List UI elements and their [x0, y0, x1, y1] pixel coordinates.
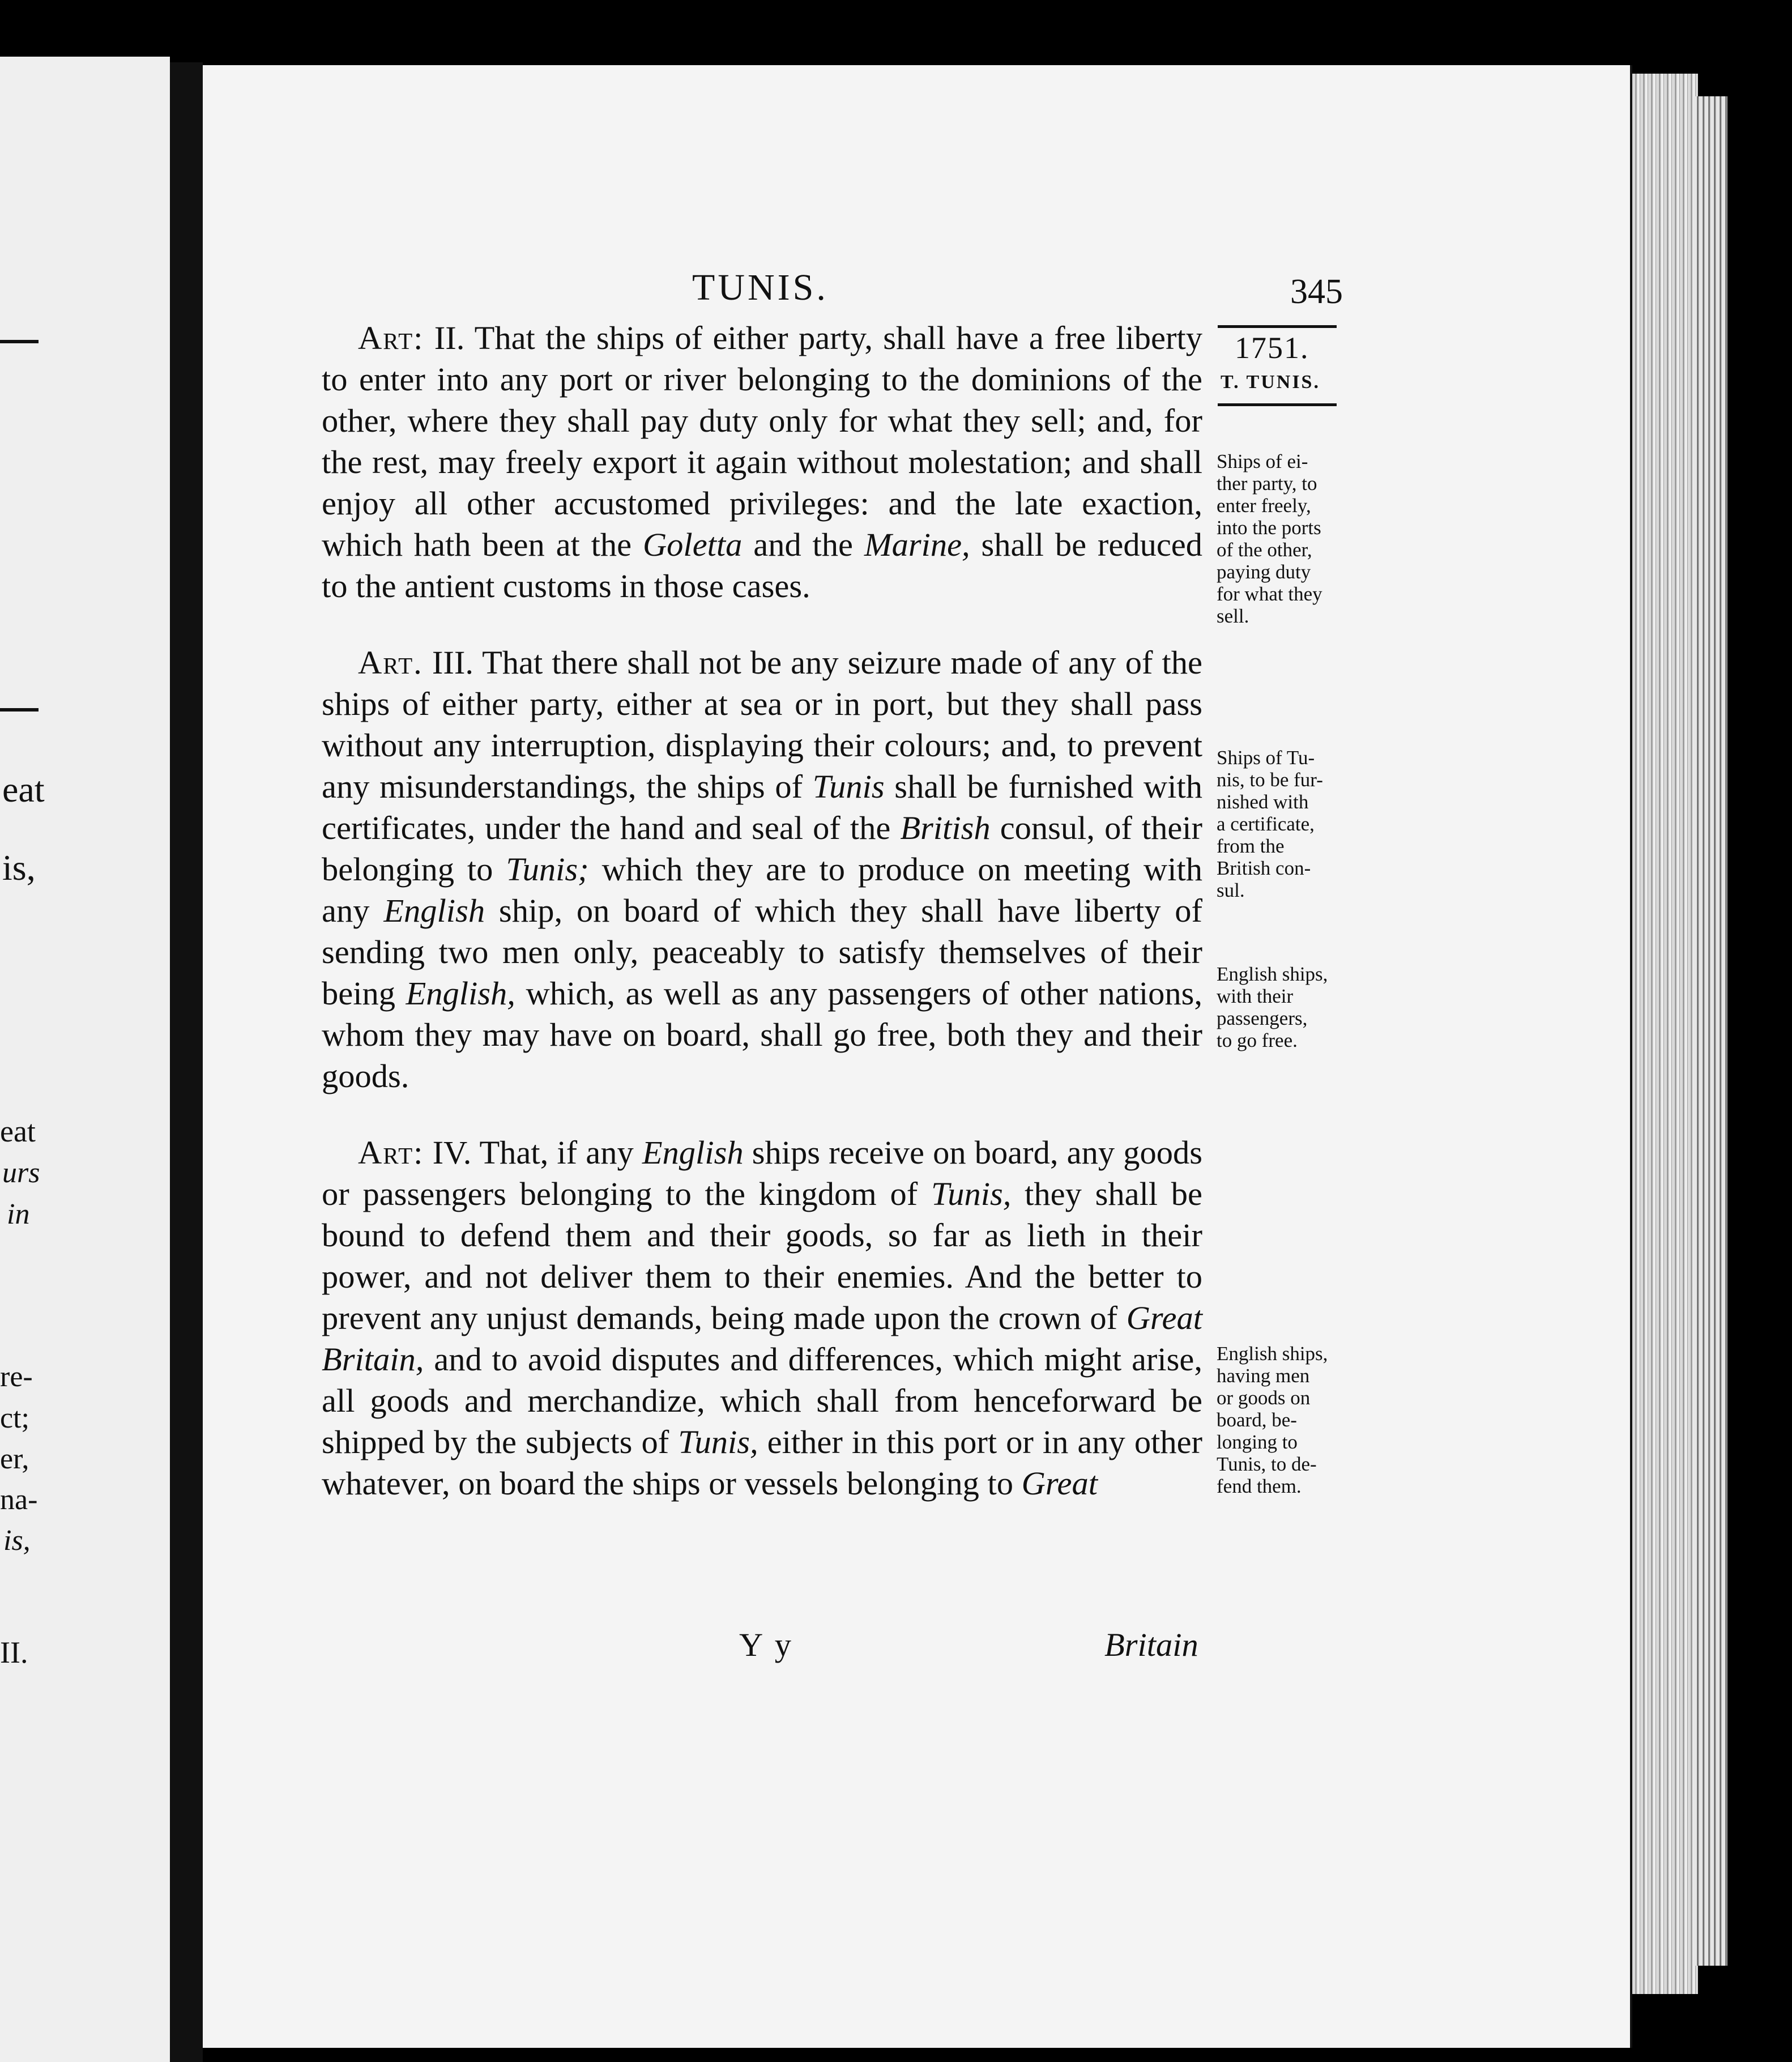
article-text: which, as well as any passengers of other nations, whom they may have on board, shall go free, both they and their goods.: [322, 975, 1203, 1094]
italic-term: Great Britain,: [322, 1300, 1202, 1378]
note-line: sul.: [1217, 879, 1245, 901]
page-body: [322, 317, 1202, 1504]
left-fragment: in: [7, 1198, 30, 1230]
note-line: British con-: [1217, 857, 1311, 879]
article-text: ship, on board of which they shall have liberty of sending two men only, peaceably to satisfy themselves of their being: [322, 892, 1203, 1012]
marginal-note: [1217, 747, 1347, 901]
note-line: Ships of ei-: [1217, 450, 1308, 472]
left-fragment: II.: [0, 1635, 28, 1669]
note-line: fend them.: [1217, 1475, 1302, 1497]
note-line: passengers,: [1217, 1007, 1308, 1029]
margin-rule-bottom: [1218, 403, 1337, 406]
page-fore-edge: [1624, 74, 1698, 1994]
article-2: [322, 317, 1202, 607]
note-line: nis, to be fur-: [1217, 769, 1323, 791]
article-text: That, if any: [479, 1134, 634, 1171]
left-fragment: is,: [3, 1524, 31, 1557]
left-fragment: urs: [2, 1157, 40, 1189]
article-text: they shall be bound to defend them and their goods, so far as lieth in their power, and not deliver them to their enemies. And the better to prevent any unjust demands, being made upon the crown of: [322, 1175, 1203, 1336]
note-line: with their: [1217, 985, 1294, 1007]
note-line: Ships of Tu-: [1217, 747, 1315, 769]
article-text: shall be reduced to the antient customs in those cases.: [322, 526, 1202, 604]
note-line: for what they: [1217, 583, 1322, 605]
note-line: Tunis, to de-: [1217, 1453, 1317, 1475]
left-fragment: eat: [0, 1114, 36, 1148]
note-line: or goods on: [1217, 1387, 1311, 1409]
left-fragment: ct;: [0, 1402, 29, 1434]
left-fragment: is,: [2, 847, 36, 888]
note-line: nished with: [1217, 791, 1309, 813]
note-line: from the: [1217, 835, 1285, 857]
italic-term: Great: [1021, 1465, 1098, 1502]
italic-term: English,: [406, 975, 515, 1012]
article-label: Art:: [358, 1134, 424, 1171]
note-line: English ships,: [1217, 1343, 1328, 1365]
article-number: IV.: [432, 1134, 472, 1171]
article-text: and the: [753, 526, 854, 563]
margin-year-subtitle: T. TUNIS.: [1221, 372, 1320, 393]
article-text: That the ships of either party, shall have a free liberty to enter into any port or river belonging to the dominions of the other, where they shall pay duty only for what they sell; and, for the rest, may freely export it again without molestation; and shall enjoy all other accustomed privileges: and the late exaction, which hath been at the: [322, 319, 1202, 563]
article-label: Art:: [358, 319, 424, 356]
article-text: shall be furnished with certificates, under the hand and seal of the: [322, 768, 1203, 846]
article-text: either in this port or in any other whatever, on board the ships or vessels belonging to: [322, 1424, 1203, 1502]
note-line: English ships,: [1217, 963, 1328, 985]
left-fragment: eat: [2, 769, 45, 810]
marginal-note: [1217, 1343, 1347, 1497]
article-text: and to avoid disputes and differences, which might arise, all goods and merchandize, which shall from henceforward be shipped by the subjects of: [322, 1341, 1203, 1460]
article-text: which they are to produce on meeting with any: [322, 851, 1203, 929]
note-line: into the ports: [1217, 517, 1321, 539]
left-fragment: er,: [0, 1443, 29, 1475]
signature-mark: Y y: [739, 1626, 793, 1663]
book-gutter: [170, 62, 203, 2062]
left-rule: [0, 708, 39, 712]
facing-page-edge: [0, 57, 170, 2062]
note-line: board, be-: [1217, 1409, 1297, 1431]
note-line: to go free.: [1217, 1029, 1298, 1051]
marginal-note: [1217, 963, 1347, 1051]
italic-term: Marine,: [864, 526, 970, 563]
marginal-note: [1217, 450, 1347, 627]
note-line: ther party, to: [1217, 472, 1317, 495]
italic-term: Tunis;: [506, 851, 589, 888]
italic-term: Tunis,: [678, 1424, 758, 1460]
left-fragment: re-: [0, 1361, 33, 1393]
note-line: longing to: [1217, 1431, 1298, 1453]
article-text: consul, of their belonging to: [322, 810, 1203, 888]
italic-term: English: [642, 1134, 744, 1171]
article-number: II.: [434, 319, 465, 356]
left-fragment: na-: [0, 1484, 38, 1516]
note-line: sell.: [1217, 605, 1249, 627]
italic-term: Tunis: [812, 768, 885, 805]
article-text: ships receive on board, any goods or passengers belonging to the kingdom of: [322, 1134, 1202, 1212]
article-3: [322, 642, 1202, 1097]
article-number: III.: [432, 644, 473, 681]
italic-term: Goletta: [642, 526, 743, 563]
italic-term: British: [900, 810, 991, 846]
note-line: having men: [1217, 1365, 1310, 1387]
page-fore-edge: [1693, 96, 1727, 1966]
margin-year: 1751.: [1235, 331, 1309, 365]
left-rule: [0, 340, 39, 343]
italic-term: Tunis,: [931, 1175, 1012, 1212]
article-4: [322, 1132, 1202, 1504]
running-title: TUNIS.: [692, 267, 829, 308]
note-line: paying duty: [1217, 561, 1311, 583]
article-text: That there shall not be any seizure made of any of the ships of either party, either at sea or in port, but they shall pass without any interruption, displaying their colours; and, to prevent any misunderstandings, the ships of: [322, 644, 1203, 805]
article-label: Art.: [358, 644, 423, 681]
italic-term: English: [383, 892, 485, 929]
margin-rule-top: [1218, 325, 1337, 328]
page-number: 345: [1290, 272, 1343, 311]
catchword: Britain: [1104, 1626, 1198, 1663]
note-line: a certificate,: [1217, 813, 1315, 835]
note-line: enter freely,: [1217, 495, 1311, 517]
note-line: of the other,: [1217, 539, 1312, 561]
